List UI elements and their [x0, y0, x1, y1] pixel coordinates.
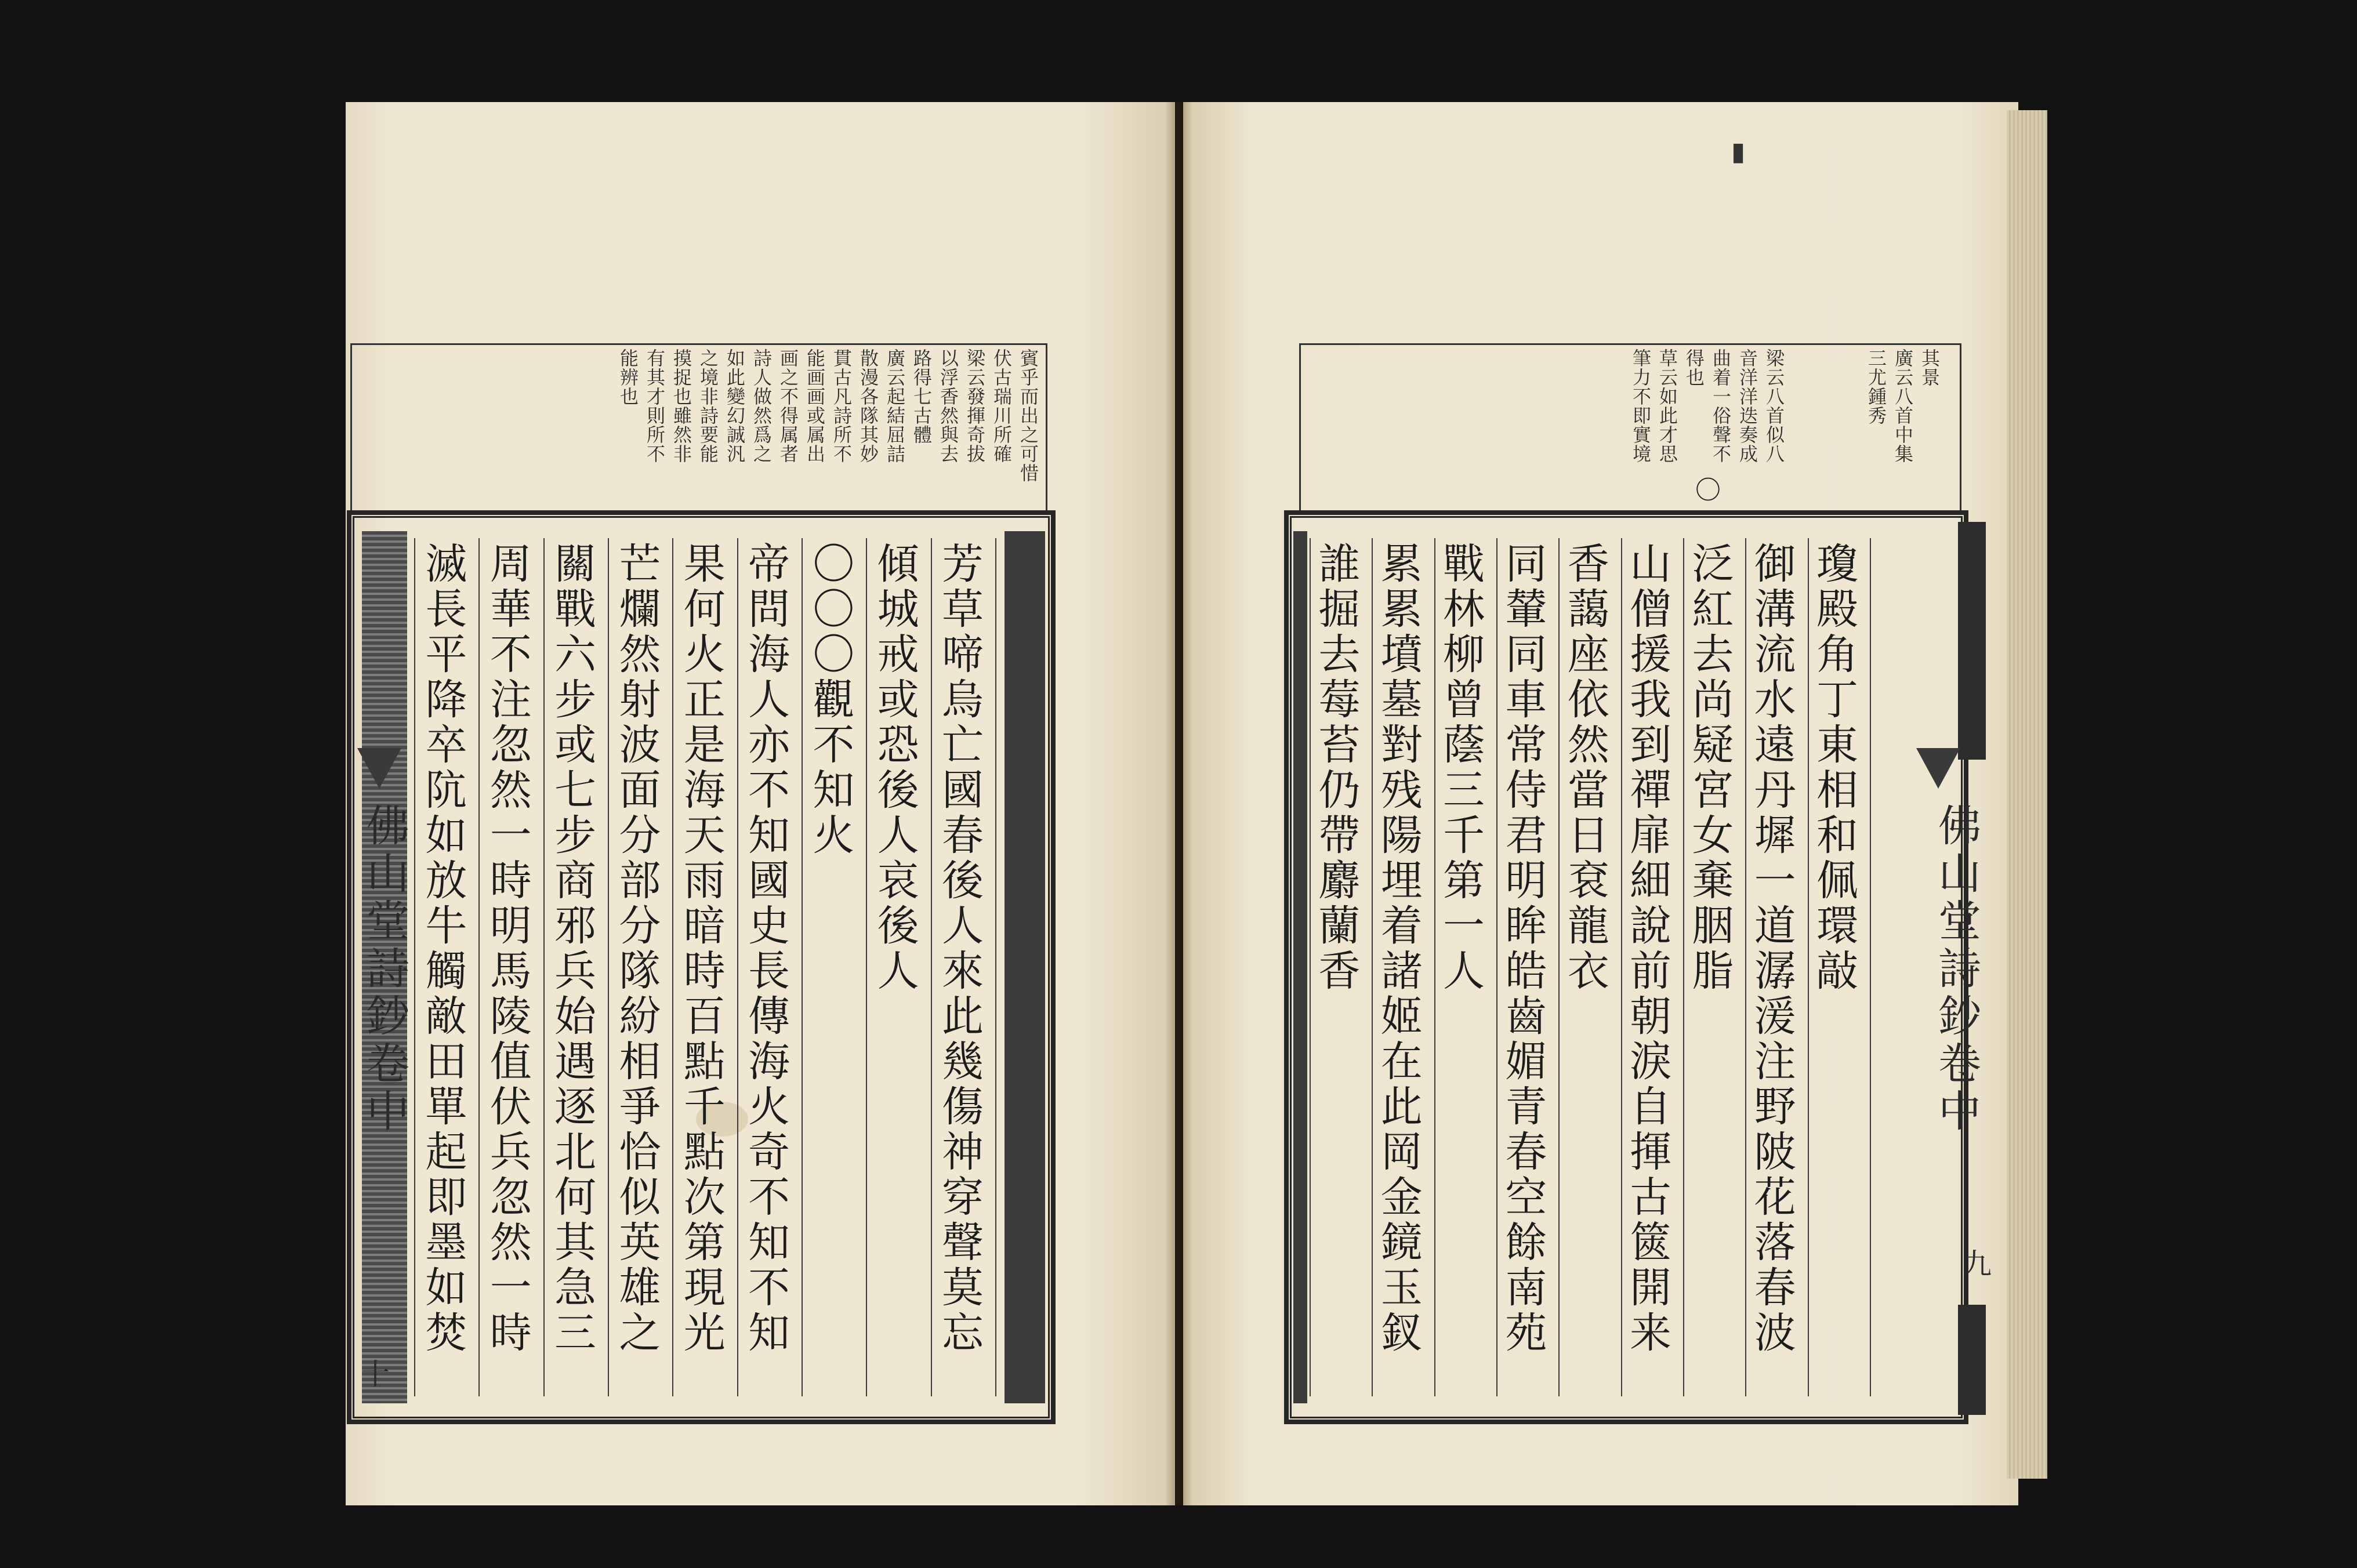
text-column: 〇〇〇觀不知火	[802, 538, 866, 1396]
text-column: 山僧援我到禪扉細說前朝淚自揮古篋開来	[1621, 538, 1683, 1396]
text-column: 芒爛然射波面分部分隊紛相爭恰似英雄之	[608, 538, 672, 1396]
block-edge	[1293, 531, 1307, 1403]
ditto-mark: 〇	[1695, 476, 1721, 505]
commentary-note: 廣云起結屈詰	[884, 349, 906, 463]
text-column: 累累墳墓對残陽埋着諸姬在此岡金鏡玉釵	[1372, 538, 1434, 1396]
right-folio-number: 九	[1963, 1247, 1992, 1281]
commentary-note: 散漫各隊其妙	[857, 349, 879, 463]
commentary-note: 画之不得属者	[777, 349, 799, 463]
text-column: 帝問海人亦不知國史長傳海火奇不知不知	[737, 538, 802, 1396]
commentary-note: 路得七古體	[911, 349, 933, 444]
commentary-note: 以浮香然與去	[937, 349, 959, 463]
text-column: 泛紅去尚疑宮女棄胭脂	[1683, 538, 1745, 1396]
left-center-title: 佛山堂詩鈔卷中	[360, 803, 409, 1136]
left-text-frame	[347, 510, 1056, 1424]
right-text-columns	[1310, 538, 1871, 1396]
page-edges	[2007, 110, 2047, 1479]
fish-tail-mark	[1916, 748, 1960, 789]
right-text-frame	[1284, 510, 1968, 1424]
ink-mark: ▮	[1731, 137, 1746, 166]
commentary-note: 草云如此才思	[1656, 349, 1678, 463]
text-column: 御溝流水遠丹墀一道潺湲注野陂花落春波	[1745, 538, 1807, 1396]
text-column: 同輦同車常侍君明眸皓齒媚青春空餘南苑	[1496, 538, 1558, 1396]
right-center-title: 佛山堂詩鈔卷中	[1931, 803, 1981, 1136]
text-column: 香藹座依然當日袞龍衣	[1558, 538, 1620, 1396]
right-commentary-notes	[1630, 345, 1940, 514]
left-commentary-band	[350, 343, 1047, 514]
commentary-note: 賓乎而出之可惜	[1017, 349, 1039, 482]
commentary-note: 能画画或属出	[804, 349, 826, 463]
commentary-note: 音洋洋迭奏成	[1736, 349, 1758, 463]
commentary-note: 如此變幻誠汎	[724, 349, 746, 463]
text-column: 誰掘去莓苔仍帶麝蘭香	[1310, 538, 1372, 1396]
commentary-note: 之境非詩要能	[697, 349, 719, 463]
left-folio-number: 十	[361, 1358, 390, 1391]
commentary-note: 有其才則所不	[644, 349, 666, 463]
commentary-note: 其景	[1919, 349, 1941, 387]
commentary-note: 能辨也	[617, 349, 639, 406]
text-column: 戰林柳曾蔭三千第一人	[1434, 538, 1496, 1396]
commentary-note: 三尤鍾秀	[1865, 349, 1887, 425]
commentary-note: 詩人做然爲之	[750, 349, 773, 463]
text-column: 芳草啼烏亡國春後人來此幾傷神穿聲莫忘	[931, 538, 996, 1396]
block-edge	[1005, 531, 1045, 1403]
text-column: 滅長平降卒阬如放牛觸敵田單起即墨如焚	[414, 538, 478, 1396]
text-column: 果何火正是海天雨暗時百點千點次第現光	[672, 538, 737, 1396]
text-column: 瓊殿角丁東相和佩環敲	[1808, 538, 1871, 1396]
commentary-note: 廣云八首中集	[1892, 349, 1914, 463]
commentary-note: 梁云發揮奇拔	[964, 349, 986, 463]
text-column: 周華不注忽然一時明馬陵值伏兵忽然一時	[478, 538, 543, 1396]
commentary-note: 摸捉也雖然非	[670, 349, 692, 463]
fish-tail-mark	[357, 748, 401, 789]
text-column: 傾城戒或恐後人哀後人	[866, 538, 930, 1396]
commentary-note: 貫古凡詩所不	[831, 349, 853, 463]
commentary-note: 伏古瑞川所確	[991, 349, 1013, 463]
commentary-note: 得也	[1683, 349, 1705, 387]
commentary-spacer	[1790, 345, 1860, 511]
block-edge-dark	[1958, 1305, 1986, 1415]
left-text-columns	[414, 538, 996, 1396]
book-gutter	[1165, 102, 1192, 1505]
commentary-note: 梁云八首似八	[1763, 349, 1785, 463]
right-commentary-band	[1299, 343, 1961, 514]
block-edge-dark	[1958, 522, 1986, 760]
commentary-note: 曲着一俗聲不	[1710, 349, 1732, 463]
commentary-note: 筆力不即實境	[1630, 349, 1652, 463]
left-commentary-notes	[618, 345, 1039, 514]
text-column: 關戰六步或七步商邪兵始遇逐北何其急三	[543, 538, 608, 1396]
